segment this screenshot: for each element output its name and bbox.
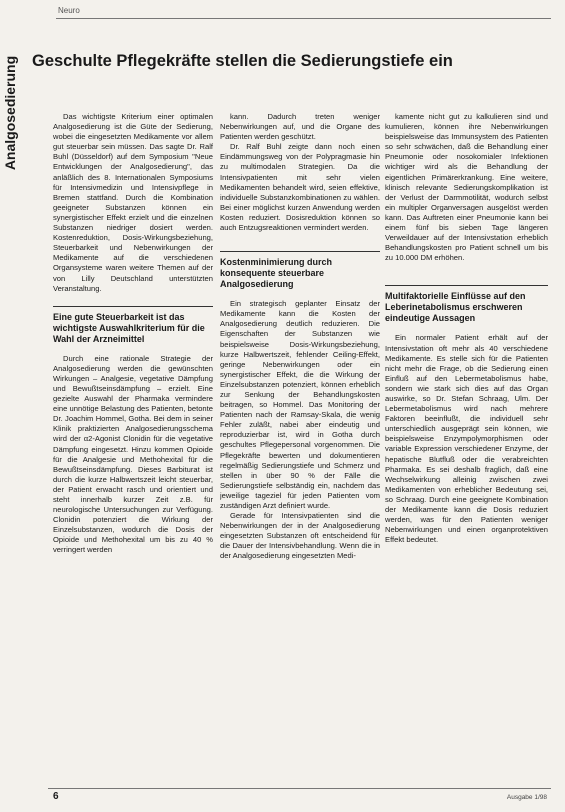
paragraph: Das wichtigste Kriterium einer optimalen Analgosedierung ist die Güte der Sedierung, wobei die eingesetzten Medikamente vor allem gut steuerbar sein müssen. Das sagte Dr. Ralf Buhl (Düsseldorf) auf dem Symposium "Neue Entwicklungen der Analgosedierung", das anläßlich des 8. Internationalen Symposiums für Intensivmedizin und Intensivpflege in Bremen stattfand. Durch die Kombination geeigneter Substanzen können ein synergistischer Effekt erzielt und die einzelnen Substanzen niedriger dosiert werden. Kostenreduktion, Dosis-Wirkungsbeziehung, Steuerbarkeit und Nebenwirkungen der Medikamente auf die verschiedenen Organsysteme waren weitere Themen auf der von Lilly Deutschland unterstützten Veranstaltung. <box>53 112 213 293</box>
paragraph: Ein strategisch geplanter Einsatz der Medikamente kann die Kosten der Analgosedierung deutlich reduzieren. Die Eigenschaften der Substanzen wie beispielsweise Dosis-Wirkungsbeziehung, kurze Halbwertszeit, fehlender Ceiling-Effekt, geringe Nebenwirkungen oder ein synergistischer Effekt, die die Wirkung der Einzelsubstanzen potenziert, können erheblich zur Senkung der Behandlungskosten beitragen, so Hommel. Das Monitoring der Patienten nach der Ramsay-Skala, die wenig Fehler zuläßt, nabei aber eindeutig und reproduzierbar ist, wird in Gotha durch geschultes Pflegepersonal vorgenommen. Die Pflegekräfte bewerten und dokumentieren regelmäßig Sedierungstiefe und Schmerz und stellen in über 90 % der Fälle die Sedierungstiefe selbständig ein, nachdem das jeweilige tageziel für jeden Patienten vom zuständigen Arzt definiert wurde. <box>220 299 380 510</box>
paragraph: Gerade für Intensivpatienten sind die Nebenwirkungen der in der Analgosedierung eingesetzten Substanzen oft entscheidend für die Dauer der Intensivbehandlung. Wenn die in der Analgosedierung eingesetzten Medi- <box>220 511 380 561</box>
paragraph: Durch eine rationale Strategie der Analgosedierung werden die gewünschten Wirkungen – Analgesie, vegetative Dämpfung und Bewußtseinsdämpfung – erzielt. Eine gezielte Auswahl der Pharmaka vermindere eine unnötige Belastung des Patienten, betonte Dr. Joachim Hommel, Gotha. Bei dem in seiner Klinik praktizierten Analgosedierungsschema wird der α2-Agonist Clonidin für die vegetative Dämpfung eingesetzt. Hinzu kommen Opioide für die Analgesie und Methohexital für die Bewußtseinsdämpfung. Dieses Barbiturat ist durch die kurze Halbwertszeit leicht steuerbar, der Patient erwacht rasch und orientiert und steht innerhalb kurzer Zeit z.B. für neurologische Untersuchungen zur Verfügung. Clonidin potenziert die Wirkung der Einzelsubstanzen, wodurch die Dosis der Opioide und Methohexital um bis zu 40 % verringert werden <box>53 353 213 555</box>
footer-rule <box>48 788 551 789</box>
column-3 <box>385 112 548 772</box>
subheading: Eine gute Steuerbarkeit ist das wichtigste Auswahlkriterium für die Wahl der Arzneimittel <box>53 311 205 344</box>
paragraph: kamente nicht gut zu kalkulieren sind und kumulieren, können ihre Nebenwirkungen beispielsweise das Immunsystem des Patienten so sehr schwächen, daß die Behandlung einer Pneumonie oder nosokomialer Infektionen wichtiger wird als die Behandlung der eigentlichen Primärerkrankung. Eine weitere, klinisch relevante Sedierungskomplikation ist der Verlust der Darmmotilität, wodurch selbst ein multipler Organversagen ausgelöst werden kann. Das Auftreten einer Pneumonie kann bei einem fünf bis sieben Tage längeren Verweildauer auf der Intensivstation erheblich Behandlungskosten pro Patient schnell um bis zu 10.000 DM erhöhen. <box>385 112 548 263</box>
section-header: Neuro <box>58 6 80 15</box>
subheading: Kostenminimierung durch konsequente steuerbare Analgosedierung <box>220 257 333 290</box>
article-title: Geschulte Pflegekräfte stellen die Sedierungstiefe ein <box>32 52 453 70</box>
subheading: Multifaktorielle Einflüsse auf den Leberinetabolismus erschweren eindeutige Aussagen <box>385 291 526 324</box>
paragraph: kann. Dadurch treten weniger Nebenwirkungen auf, und die Organe des Patienten werden geschützt. <box>220 112 380 142</box>
issue-label: Ausgabe 1/98 <box>506 794 547 801</box>
header-rule <box>56 18 551 19</box>
paragraph: Dr. Ralf Buhl zeigte dann noch einen Eindämmungsweg von der Polypragmasie hin zu multimodalen Strategien. Da die Intensivpatienten mit sehr vielen Medikamenten behandelt wird, seien effektive, individuelle Substanzkombinationen zu wählen. Bei einer möglichst kurzen Anwendung werden Kosten reduziert. Dosisreduktion können so auch Entzugsreaktionen vermindert werden. <box>220 142 380 233</box>
column-2 <box>220 112 380 772</box>
paragraph: Ein normaler Patient erhält auf der Intensivstation oft mehr als 40 verschiedene Medikamente. Es stelle sich für die Patienten nicht mehr die Frage, ob die Sedierung einen Einfluß auf den Lebermetabolismus habe, sondern wie stark sich dies auf das Organ auswirke, so Dr. Stefan Schraag, Ulm. Der Lebermetabolismus wird nach mehrere Faktoren beeinflußt, die individuell sehr unterschiedlich ausgeprägt sein können, wie beispielsweise Enzympolymorphismen oder variable Expression verschiedener Enzyme, der hepatische Blutfluß oder die verabreichten Pharmaka. Es sei deshalb fraglich, daß eine Wechselwirkung alleinig zwischen zwei Medikamenten von erheblicher Bedeutung sei, so Schraag. Durch eine geeignete Kombination der Medikamente kann die Dosis reduziert werden, was für den Patienten weniger Nebenwirkungen und einen organprotektiven Effekt bedeutet. <box>385 333 548 545</box>
side-section-label <box>2 40 18 185</box>
page-number: 6 <box>53 791 59 802</box>
column-1 <box>53 112 213 772</box>
side-section-label-text: Analgosedierung <box>2 55 18 170</box>
